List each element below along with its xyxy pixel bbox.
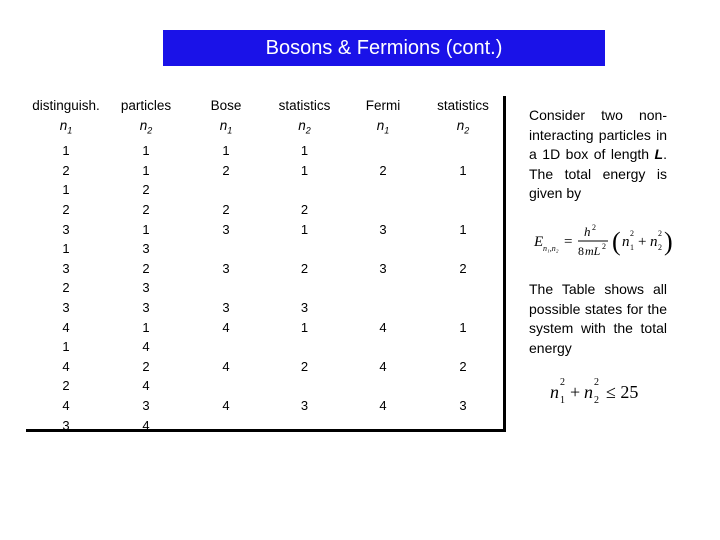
intro-text-a: Consider two non-interacting particles in a 1D box of length bbox=[529, 107, 667, 162]
table-row bbox=[26, 239, 503, 259]
table-cell: 1 bbox=[300, 162, 309, 178]
table-cell bbox=[423, 180, 503, 200]
table-cell bbox=[343, 337, 423, 357]
svg-text:n: n bbox=[550, 382, 559, 402]
table-row bbox=[26, 318, 503, 338]
table-cell: 4 bbox=[142, 378, 150, 394]
table-cell: 4 bbox=[62, 319, 70, 335]
table-cell: 2 bbox=[62, 280, 70, 296]
svg-text:1: 1 bbox=[630, 243, 634, 252]
table-cell: 3 bbox=[62, 300, 70, 316]
table-cell bbox=[423, 239, 503, 259]
table-cell: 1 bbox=[62, 241, 70, 257]
table-cell bbox=[343, 278, 423, 298]
table-cell bbox=[186, 416, 266, 436]
table-cell: 3 bbox=[142, 241, 150, 257]
table-cell: 1 bbox=[62, 182, 70, 198]
table-cell bbox=[266, 337, 343, 357]
svg-text:n: n bbox=[622, 234, 630, 250]
table-cell: statistics bbox=[278, 98, 331, 114]
table-row bbox=[26, 161, 503, 181]
table-cell: $n_2$ bbox=[298, 118, 311, 136]
table-cell bbox=[423, 376, 503, 396]
table-cell: 4 bbox=[62, 398, 70, 413]
table-cell: 1 bbox=[142, 319, 150, 335]
table-cell: 3 bbox=[222, 300, 230, 316]
table-cell: 3 bbox=[459, 398, 467, 413]
table-cell bbox=[186, 376, 266, 396]
svg-text:2: 2 bbox=[658, 229, 662, 238]
table-cell: $n_1$ bbox=[59, 118, 73, 136]
table-cell: Fermi bbox=[365, 98, 401, 114]
svg-text:): ) bbox=[664, 227, 673, 256]
table-cell bbox=[266, 376, 343, 396]
table-cell: 2 bbox=[222, 162, 230, 178]
table-note: The Table shows all possible states for the system with the total energy bbox=[529, 281, 667, 356]
constraint-formula bbox=[546, 372, 686, 408]
svg-text:n: n bbox=[584, 382, 593, 402]
table-cell: 4 bbox=[222, 358, 230, 374]
svg-text:mL: mL bbox=[585, 244, 601, 258]
svg-text:1: 1 bbox=[560, 395, 565, 406]
table-cell: 1 bbox=[459, 162, 467, 178]
table-cell bbox=[423, 200, 503, 220]
table-cell bbox=[186, 278, 266, 298]
table-cell: 4 bbox=[379, 358, 387, 374]
table-cell: 3 bbox=[300, 398, 309, 413]
table-cell: statistics bbox=[437, 98, 489, 114]
table-row bbox=[26, 357, 503, 377]
svg-text:2: 2 bbox=[594, 395, 599, 406]
table-cell: 1 bbox=[300, 319, 309, 335]
table-cell: 4 bbox=[62, 358, 70, 374]
table-cell bbox=[423, 416, 503, 436]
table-cell: 2 bbox=[300, 358, 309, 374]
svg-text:2: 2 bbox=[560, 377, 565, 388]
table-cell: 4 bbox=[142, 339, 150, 355]
table-cell: 2 bbox=[300, 260, 309, 276]
table-cell bbox=[266, 239, 343, 259]
svg-text:n: n bbox=[650, 234, 658, 250]
table-cell: 1 bbox=[62, 143, 70, 159]
table-cell bbox=[343, 416, 423, 436]
table-cell: 3 bbox=[379, 221, 387, 237]
table-cell bbox=[343, 141, 423, 161]
table-cell: 2 bbox=[459, 260, 467, 276]
svg-text:2: 2 bbox=[630, 229, 634, 238]
states-table-grid bbox=[26, 96, 503, 435]
svg-text:2: 2 bbox=[592, 223, 596, 232]
table-cell: 4 bbox=[379, 319, 387, 335]
table-cell: 1 bbox=[142, 162, 150, 178]
states-table bbox=[26, 96, 506, 432]
table-cell: 3 bbox=[142, 280, 150, 296]
table-cell bbox=[186, 337, 266, 357]
table-cell: $n_2$ bbox=[456, 118, 470, 136]
table-cell bbox=[186, 239, 266, 259]
slide-title: Bosons & Fermions (cont.) bbox=[163, 30, 605, 66]
table-cell: 1 bbox=[300, 221, 309, 237]
table-cell bbox=[343, 298, 423, 318]
table-cell: Bose bbox=[210, 98, 242, 114]
svg-text:2: 2 bbox=[594, 377, 599, 388]
intro-text bbox=[529, 106, 667, 204]
table-cell bbox=[343, 376, 423, 396]
table-cell: 2 bbox=[300, 202, 309, 218]
table-cell: 2 bbox=[62, 378, 70, 394]
svg-text:n₁,n₂: n₁,n₂ bbox=[543, 244, 559, 253]
table-cell: 1 bbox=[300, 143, 309, 159]
svg-text:2: 2 bbox=[658, 243, 662, 252]
table-cell: 4 bbox=[379, 398, 387, 413]
table-cell: 1 bbox=[459, 221, 467, 237]
table-row bbox=[26, 220, 503, 240]
table-row bbox=[26, 298, 503, 318]
svg-text:h: h bbox=[584, 224, 591, 239]
table-cell: 4 bbox=[222, 319, 230, 335]
table-cell: 2 bbox=[62, 202, 70, 218]
table-cell: 2 bbox=[142, 260, 150, 276]
table-cell: 4 bbox=[222, 398, 230, 413]
table-cell: 3 bbox=[300, 300, 309, 316]
table-cell bbox=[343, 180, 423, 200]
table-cell: 1 bbox=[222, 143, 230, 159]
table-row bbox=[26, 278, 503, 298]
table-cell: particles bbox=[120, 98, 172, 114]
table-cell: 2 bbox=[459, 358, 467, 374]
table-cell bbox=[343, 239, 423, 259]
table-cell bbox=[423, 337, 503, 357]
table-cell: 3 bbox=[62, 221, 70, 237]
table-cell: 3 bbox=[62, 260, 70, 276]
table-row bbox=[26, 259, 503, 279]
table-cell: 3 bbox=[142, 300, 150, 316]
table-cell: $n_2$ bbox=[139, 118, 153, 136]
table-cell: 4 bbox=[142, 417, 150, 433]
svg-text:8: 8 bbox=[578, 244, 584, 258]
intro-text-b: . The total energy is given by bbox=[529, 146, 667, 201]
table-cell: 3 bbox=[379, 260, 387, 276]
table-cell bbox=[266, 180, 343, 200]
table-cell bbox=[423, 298, 503, 318]
svg-text:(: ( bbox=[612, 227, 621, 256]
svg-text:+: + bbox=[638, 234, 647, 250]
table-row bbox=[26, 376, 503, 396]
table-cell: 2 bbox=[142, 358, 150, 374]
table-cell bbox=[266, 278, 343, 298]
table-cell: 3 bbox=[222, 221, 230, 237]
table-cell: 3 bbox=[62, 417, 70, 433]
table-cell bbox=[423, 278, 503, 298]
energy-formula bbox=[532, 222, 702, 262]
table-row bbox=[26, 337, 503, 357]
table-cell bbox=[186, 180, 266, 200]
svg-text:+: + bbox=[570, 382, 581, 402]
table-cell: 1 bbox=[62, 339, 70, 355]
table-cell bbox=[343, 200, 423, 220]
table-cell: 3 bbox=[222, 260, 230, 276]
table-header-row bbox=[26, 96, 503, 116]
table-cell: 1 bbox=[459, 319, 467, 335]
table-cell bbox=[423, 141, 503, 161]
table-cell: 2 bbox=[62, 162, 70, 178]
table-row bbox=[26, 416, 503, 436]
table-cell: 2 bbox=[142, 182, 150, 198]
table-cell bbox=[266, 416, 343, 436]
table-cell: 3 bbox=[142, 398, 150, 413]
svg-text:≤ 25: ≤ 25 bbox=[606, 382, 639, 402]
svg-text:=: = bbox=[564, 234, 573, 250]
table-row bbox=[26, 141, 503, 161]
table-cell: 2 bbox=[222, 202, 230, 218]
table-cell: 2 bbox=[379, 162, 387, 178]
intro-length-symbol: L bbox=[654, 146, 664, 162]
table-cell: 2 bbox=[142, 202, 150, 218]
table-cell: $n_1$ bbox=[219, 118, 233, 136]
svg-text:E: E bbox=[534, 234, 544, 250]
table-cell: distinguish. bbox=[32, 98, 100, 114]
table-cell: 1 bbox=[142, 143, 150, 159]
table-row bbox=[26, 396, 503, 416]
table-subheader-row bbox=[26, 116, 503, 141]
table-cell: 1 bbox=[142, 221, 150, 237]
table-cell: $n_1$ bbox=[376, 118, 390, 136]
table-row bbox=[26, 180, 503, 200]
table-row bbox=[26, 200, 503, 220]
svg-text:2: 2 bbox=[602, 242, 606, 251]
